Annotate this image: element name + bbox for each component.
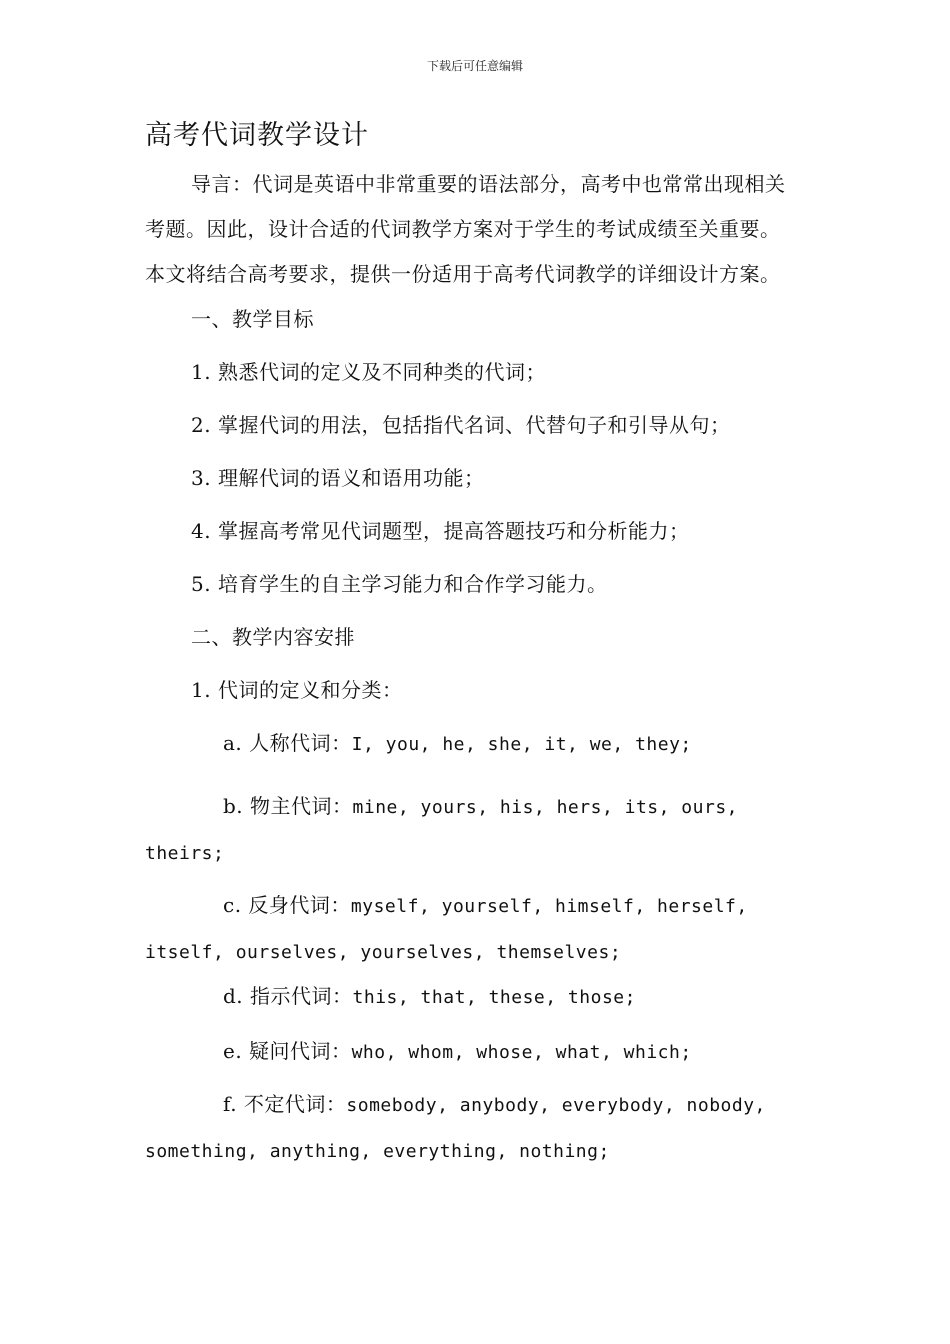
objective-item: 2. 掌握代词的用法，包括指代名词、代替句子和引导从句； <box>191 413 731 437</box>
document-body <box>145 116 795 1174</box>
pronoun-words: myself, yourself, himself, herself, itself, ourselves, yourselves, themselves; <box>145 896 748 963</box>
objective-item: 1. 熟悉代词的定义及不同种类的代词； <box>191 360 546 384</box>
pronoun-words: this, that, these, those; <box>352 987 636 1008</box>
pronoun-type-item <box>145 784 795 876</box>
pronoun-type-item <box>145 1037 795 1067</box>
intro-paragraph: 导言：代词是英语中非常重要的语法部分，高考中也常常出现相关考题。因此，设计合适的代词教学方案对于学生的考试成绩至关重要。本文将结合高考要求，提供一份适用于高考代词教学的详细设计方案。 <box>145 172 786 286</box>
objective-item: 5. 培育学生的自主学习能力和合作学习能力。 <box>191 572 608 596</box>
pronoun-type-item <box>145 883 795 975</box>
section-heading-objectives: 一、教学目标 <box>191 307 314 331</box>
pronoun-type-item <box>145 1082 795 1174</box>
objective-item: 4. 掌握高考常见代词题型，提高答题技巧和分析能力； <box>191 519 690 543</box>
pronoun-type-label: b. 物主代词： <box>223 794 353 818</box>
pronoun-type-label: e. 疑问代词： <box>223 1039 352 1063</box>
pronoun-words: who, whom, whose, what, which; <box>351 1042 692 1063</box>
pronoun-type-label: f. 不定代词： <box>223 1092 347 1116</box>
pronoun-type-label: c. 反身代词： <box>223 893 351 917</box>
content-item: 1. 代词的定义和分类： <box>191 678 403 702</box>
document-title: 高考代词教学设计 <box>145 120 369 151</box>
section-heading-content: 二、教学内容安排 <box>191 625 355 649</box>
pronoun-type-label: d. 指示代词： <box>223 984 353 1008</box>
pronoun-words: mine, yours, his, hers, its, ours, theirs; <box>145 797 738 864</box>
header-note: 下载后可任意编辑 <box>426 59 523 73</box>
pronoun-type-item <box>145 982 795 1012</box>
pronoun-words: I, you, he, she, it, we, they; <box>351 734 692 755</box>
pronoun-type-label: a. 人称代词： <box>223 731 352 755</box>
pronoun-words: somebody, anybody, everybody, nobody, something, anything, everything, nothing; <box>145 1095 766 1162</box>
pronoun-type-item <box>145 729 795 759</box>
objective-item: 3. 理解代词的语义和语用功能； <box>191 466 485 490</box>
